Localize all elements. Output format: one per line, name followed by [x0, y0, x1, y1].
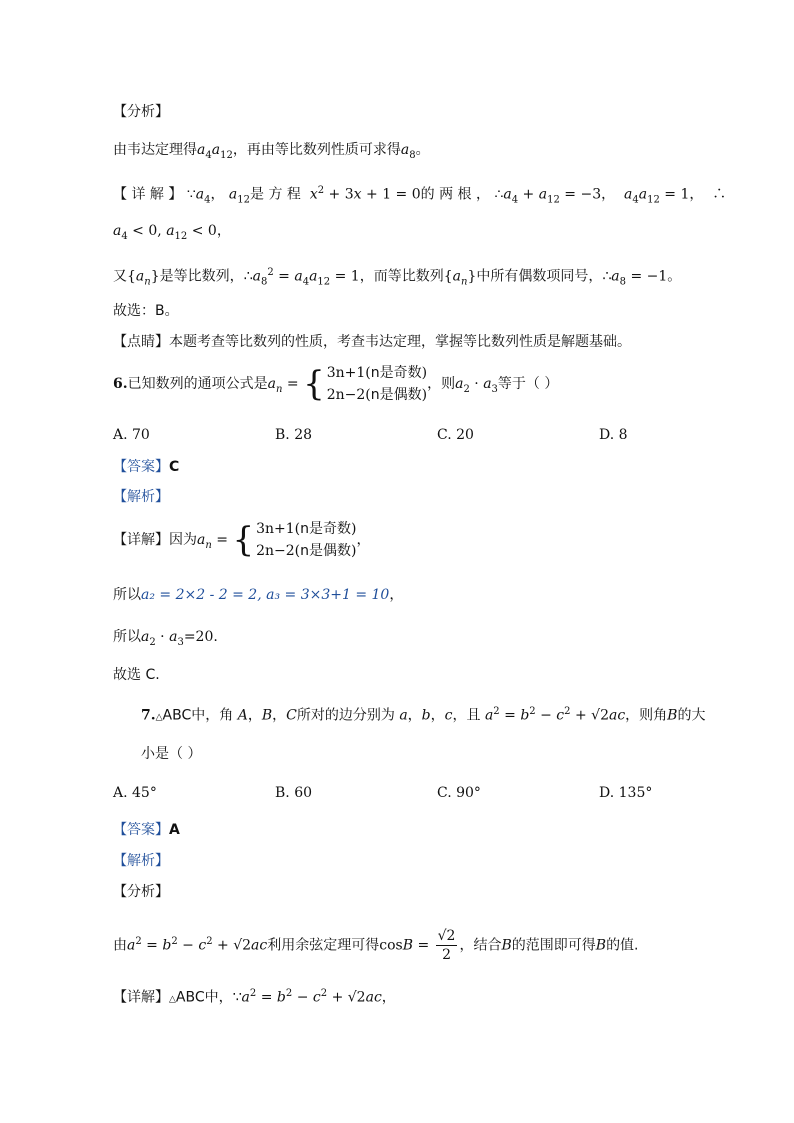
- q7-analysis: 由$a^2 = b^2 - c^2 + √2ac$利用余弦定理可得cosB = $\frac{√2}{2}$ ，结合B的范围即可得B的值.: [113, 928, 639, 964]
- q7-analysis-heading: 【分析】: [113, 884, 169, 900]
- q7-option-d: D. 135°: [599, 785, 653, 801]
- q6-calc: 所以a₂ = 2×2 - 2 = 2, a₃ = 3×3+1 = 10，: [113, 587, 404, 603]
- q6-option-c: C. 20: [437, 427, 474, 443]
- choose-c: 故选 C.: [113, 667, 160, 683]
- detail-line-2: $a_4 < 0$, $a_{12} < 0$，: [113, 223, 231, 242]
- q6-result: 所以$a_2 \cdot a_3=20$.: [113, 629, 218, 648]
- q6-option-d: D. 8: [599, 427, 628, 443]
- q7-option-a: A. 45°: [113, 785, 157, 801]
- q7-stem: 7.△ABC中，角 A，B，C所对的边分别为 a，b，c，且 $a^2 = b^2 - c^2 + √2ac$，则角B的大: [141, 706, 706, 724]
- q7-jiexi: 【解析】: [113, 853, 169, 869]
- q6-jiexi: 【解析】: [113, 489, 169, 505]
- detail-line-1: 【 详 解 】 $\because a_4$， $a_{12}$是 方 程 $x^2 + 3x + 1 = 0$的 两 根 ， $\therefore a_4 + a_{12} = -3$， $a_4a_{12} = 1$， ∴: [113, 185, 727, 206]
- q6-detail: 【详解】因为$a_n$ = { 3n+1(n是奇数) 2n−2(n是偶数)，: [113, 520, 371, 560]
- analysis-line: 由韦达定理得$a_4a_{12}$，再由等比数列性质可求得$a_8$。: [113, 142, 430, 161]
- q6-option-a: A. 70: [113, 427, 150, 443]
- q6-answer: 【答案】C: [113, 459, 180, 475]
- q7-stem-2: 小是（ ）: [141, 746, 202, 762]
- analysis-heading: 【分析】: [113, 104, 169, 120]
- point-line: 【点睛】本题考查等比数列的性质，考查韦达定理，掌握等比数列性质是解题基础。: [113, 334, 631, 350]
- q7-answer: 【答案】A: [113, 822, 180, 838]
- geometric-line: 又$\{a_n\}$是等比数列，$\therefore a_8^2 = a_4a_{12} = 1$，而等比数列$\{a_n\}$中所有偶数项同号，$\therefore a_8 = -1$。: [113, 267, 682, 288]
- q7-option-b: B. 60: [275, 785, 313, 801]
- q6-stem: 6.已知数列的通项公式是$a_n$ = { 3n+1(n是奇数) 2n−2(n是偶数)，则$a_2 \cdot a_3$等于（ ）: [113, 364, 559, 404]
- q6-option-b: B. 28: [275, 427, 313, 443]
- q7-option-c: C. 90°: [437, 785, 481, 801]
- q7-detail: 【详解】△ABC中，$\because a^2 = b^2 - c^2 + √2ac$，: [113, 988, 396, 1006]
- choose-b: 故选：B。: [113, 303, 179, 319]
